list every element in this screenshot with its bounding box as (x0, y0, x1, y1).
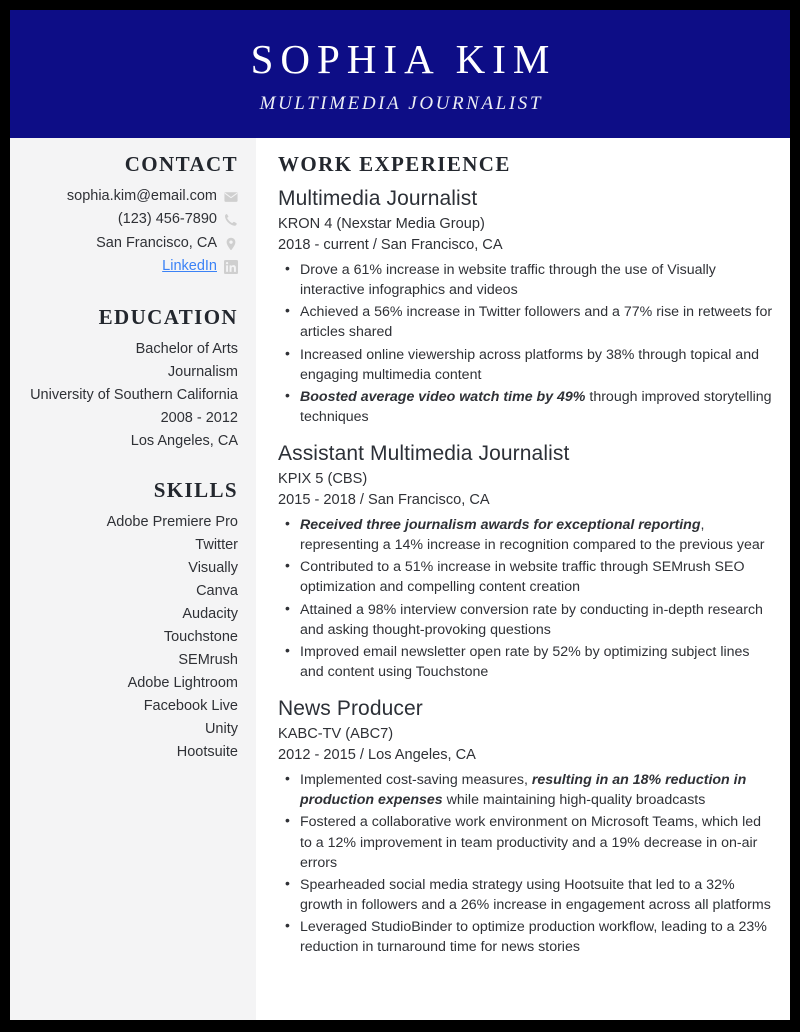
job-meta-separator: / (359, 747, 364, 764)
job-bullet (278, 557, 774, 597)
job-entry (278, 441, 774, 682)
job-company: KRON 4 (Nexstar Media Group) (278, 215, 485, 232)
skill-item: Canva (196, 583, 238, 600)
bullet-emphasis: Boosted average video watch time by 49% (300, 388, 586, 405)
contact-item-label[interactable]: LinkedIn (162, 258, 217, 275)
sidebar (10, 138, 256, 1020)
job-company: KPIX 5 (CBS) (278, 471, 368, 487)
resume-header (10, 10, 790, 138)
contact-heading: CONTACT (124, 152, 238, 176)
main-content (256, 138, 790, 1020)
job-bullet (278, 875, 774, 915)
bullet-text: Contributed to a 51% increase in website traffic through SEMrush SEO optimization and compelling content creation (300, 559, 745, 596)
bullet-text: Implemented cost-saving measures, (300, 772, 532, 789)
job-meta (278, 745, 774, 766)
job-meta (278, 490, 774, 511)
job-bullet (278, 260, 774, 300)
resume-body (10, 138, 790, 1020)
skill-item: Adobe Premiere Pro (106, 514, 238, 531)
candidate-subtitle: MULTIMEDIA JOURNALIST (259, 92, 544, 114)
bullet-text: Fostered a collaborative work environment on Microsoft Teams, which led to a 12% improvement in team productivity and a 19% decrease in on-air errors (300, 814, 762, 871)
education-section (20, 305, 238, 453)
jobs-list (278, 186, 774, 958)
job-dates: 2015 - 2018 (278, 492, 356, 508)
job-bullet (278, 642, 774, 682)
education-heading: EDUCATION (98, 304, 238, 329)
job-bullet (278, 345, 774, 385)
job-bullet-list (278, 260, 774, 427)
job-dates: 2012 - 2015 (278, 747, 356, 764)
contact-item-label: sophia.kim@email.com (66, 188, 217, 204)
education-line: Journalism (167, 363, 238, 380)
job-bullet (278, 600, 774, 640)
bullet-text: Increased online viewership across platforms by 38% through topical and engaging multimedia content (300, 346, 759, 383)
job-title: Multimedia Journalist (278, 187, 478, 210)
contact-section (20, 152, 238, 279)
resume-page (10, 10, 790, 1020)
linkedin-icon (224, 260, 238, 274)
skill-item: Unity (204, 720, 238, 737)
candidate-name: SOPHIA KIM (250, 36, 557, 83)
job-meta-separator: / (372, 236, 377, 253)
bullet-text: , representing a 14% increase in recognition compared to the previous year (300, 517, 765, 554)
envelope-icon (224, 190, 238, 204)
job-title: Assistant Multimedia Journalist (278, 442, 570, 466)
education-line: 2008 - 2012 (160, 409, 238, 426)
contact-item-label: (123) 456-7890 (117, 211, 217, 228)
job-title: News Producer (278, 697, 423, 721)
skill-item: Visually (188, 560, 238, 577)
map-pin-icon (224, 237, 238, 251)
job-entry (278, 696, 774, 957)
education-line: Bachelor of Arts (135, 340, 238, 357)
skill-item: Adobe Lightroom (127, 674, 238, 691)
job-meta-separator: / (359, 492, 364, 508)
job-location: Los Angeles, CA (367, 747, 476, 764)
contact-item-label: San Francisco, CA (96, 234, 217, 251)
skill-item: Twitter (195, 537, 238, 554)
bullet-text: while maintaining high-quality broadcasts (442, 792, 706, 809)
job-location: San Francisco, CA (380, 236, 503, 253)
bullet-emphasis: resulting in an 18% reduction in production expenses (300, 772, 747, 809)
skills-heading: SKILLS (153, 478, 238, 503)
job-meta (278, 235, 774, 256)
job-bullet (278, 387, 774, 427)
job-bullet (278, 770, 774, 810)
job-bullet-list (278, 770, 774, 957)
job-company: KABC-TV (ABC7) (278, 726, 394, 743)
skills-list (20, 511, 238, 763)
contact-list (20, 185, 238, 279)
skills-section (20, 478, 238, 763)
contact-item (20, 185, 238, 208)
education-line: Los Angeles, CA (130, 432, 238, 449)
bullet-text: Leveraged StudioBinder to optimize production workflow, leading to a 23% reduction in turnaround time for news stories (300, 919, 767, 956)
job-bullet (278, 302, 774, 342)
job-bullet-list (278, 515, 774, 682)
bullet-text: Attained a 98% interview conversion rate by conducting in-depth research and asking thought-provoking questions (300, 601, 763, 638)
job-bullet (278, 812, 774, 872)
work-experience-heading: WORK EXPERIENCE (278, 152, 511, 176)
bullet-text: Improved email newsletter open rate by 52% by optimizing subject lines and content using Touchstone (300, 643, 750, 681)
phone-icon (224, 213, 238, 227)
skill-item: Hootsuite (176, 743, 238, 760)
contact-item (20, 232, 238, 255)
bullet-text: Achieved a 56% increase in Twitter followers and a 77% rise in retweets for articles shared (300, 304, 773, 341)
job-bullet (278, 917, 774, 957)
skill-item: Audacity (182, 606, 238, 623)
education-line: University of Southern California (30, 386, 238, 403)
skill-item: Touchstone (163, 629, 238, 645)
education-list (20, 338, 238, 453)
job-bullet (278, 515, 774, 555)
bullet-text: through improved storytelling techniques (300, 388, 772, 425)
job-dates: 2018 - current (278, 236, 369, 253)
skill-item: Facebook Live (143, 697, 238, 714)
contact-item[interactable] (20, 255, 238, 278)
contact-item (20, 208, 238, 231)
bullet-emphasis: Received three journalism awards for exceptional reporting (300, 517, 701, 533)
job-entry (278, 186, 774, 427)
bullet-text: Drove a 61% increase in website traffic through the use of Visually interactive infographics and videos (300, 261, 716, 299)
skill-item: SEMrush (178, 651, 238, 668)
job-location: San Francisco, CA (367, 492, 490, 508)
bullet-text: Spearheaded social media strategy using Hootsuite that led to a 32% growth in followers and a 26% increase in engagement across all platforms (300, 876, 771, 914)
